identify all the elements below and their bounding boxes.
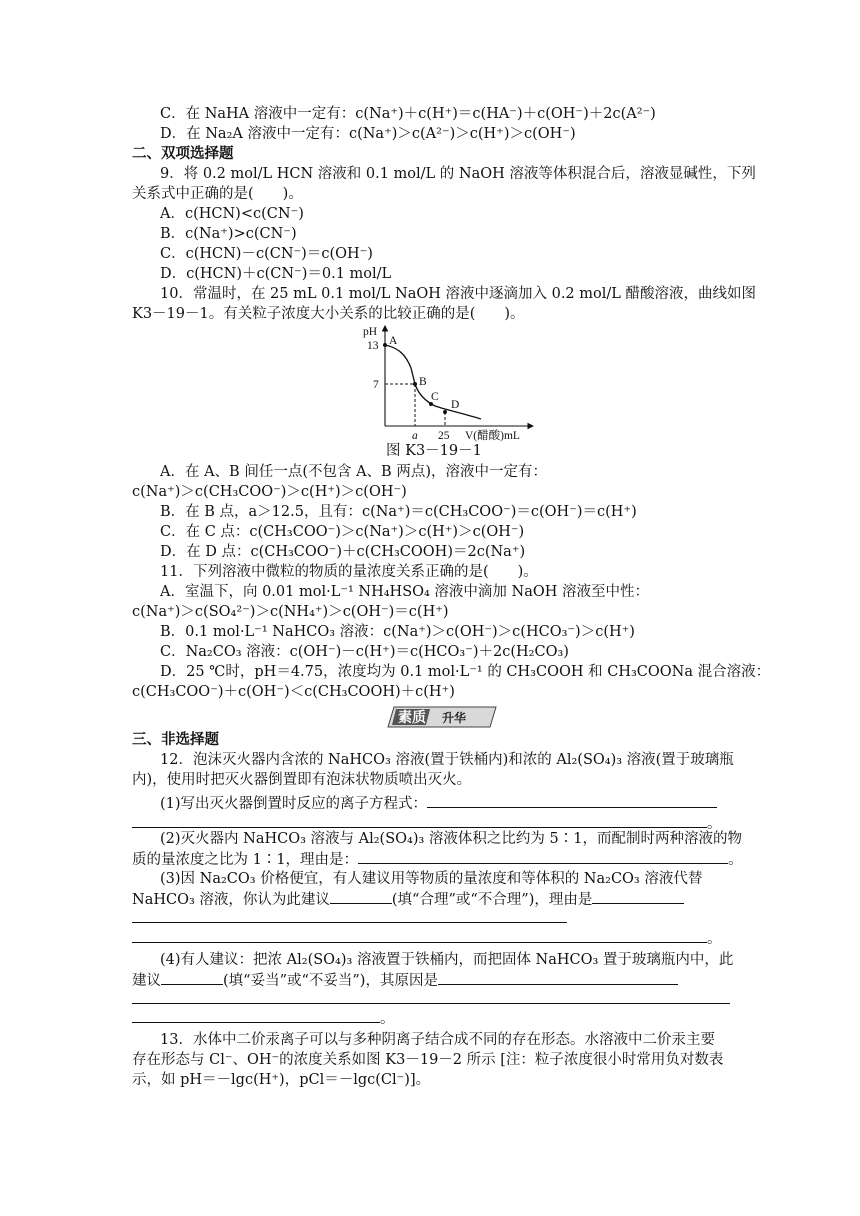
q12-part4-text-b: (填“妥当”或“不妥当”)，其原因是 [223, 973, 438, 989]
answer-blank[interactable] [330, 889, 392, 904]
x-axis-label: V(醋酸)mL [465, 430, 520, 442]
x-tick-label: a [412, 430, 418, 442]
q10-stem-line1: 10．常温时，在 25 mL 0.1 mol/L NaOH 溶液中逐滴加入 0.2 mol/L 醋酸溶液，曲线如图 [160, 286, 757, 302]
y-tick-label: 13 [367, 340, 379, 352]
y-axis-label: pH [363, 326, 378, 338]
point-b-label: B [419, 376, 427, 388]
y-tick-label: 7 [373, 379, 379, 391]
q11-option-c: C．Na₂CO₃ 溶液：c(OH⁻)－c(H⁺)＝c(HCO₃⁻)＋2c(H₂CO₃) [160, 644, 569, 660]
answer-blank[interactable] [132, 908, 567, 923]
period: 。 [728, 852, 743, 868]
q10-option-c: C．在 C 点：c(CH₃COO⁻)＞c(Na⁺)＞c(H⁺)＞c(OH⁻) [160, 524, 525, 540]
q9-stem-line2: 关系式中正确的是( )。 [132, 186, 303, 202]
q12-part3-line4 [132, 928, 722, 949]
section-heading-double-choice: 二、双项选择题 [132, 145, 234, 162]
section-heading-non-choice: 三、非选择题 [132, 731, 219, 748]
q12-part3-line3 [132, 908, 567, 929]
point-a-label: A [389, 335, 398, 347]
q12-part4-line3 [132, 989, 730, 1010]
q9-option-a: A．c(HCN)<c(CN⁻) [160, 206, 304, 222]
answer-blank[interactable] [592, 889, 684, 904]
answer-blank[interactable] [427, 793, 717, 808]
banner-sub-text: 升华 [442, 711, 467, 725]
q12-part4-text-a: 建议 [132, 973, 161, 989]
answer-blank[interactable] [161, 970, 223, 985]
q9-option-b: B．c(Na⁺)>c(CN⁻) [160, 226, 297, 242]
q13-line2: 存在形态与 Cl⁻、OH⁻的浓度关系如图 K3－19－2 所示 [注：粒子浓度很小时常用负对数表 [132, 1052, 724, 1068]
q10-stem-line2: K3－19－1。有关粒子浓度大小关系的比较正确的是( )。 [132, 306, 525, 322]
q10-option-a-line1: A．在 A、B 间任一点(不包含 A、B 两点)，溶液中一定有： [160, 464, 547, 480]
q11-option-d-line1: D．25 ℃时，pH＝4.75，浓度均为 0.1 mol·L⁻¹ 的 CH₃COOH 和 CH₃COONa 混合溶液： [160, 664, 771, 680]
quality-upgrade-banner [386, 705, 502, 729]
q11-stem: 11．下列溶液中微粒的物质的量浓度关系正确的是( )。 [160, 564, 538, 580]
q9-stem-line1: 9．将 0.2 mol/L HCN 溶液和 0.1 mol/L 的 NaOH 溶液等体积混合后，溶液显碱性，下列 [160, 166, 756, 182]
answer-blank[interactable] [132, 928, 707, 943]
q11-option-b: B．0.1 mol·L⁻¹ NaHCO₃ 溶液：c(Na⁺)＞c(OH⁻)＞c(HCO₃⁻)＞c(H⁺) [160, 624, 635, 640]
point-a-marker [383, 343, 387, 347]
period: 。 [707, 931, 722, 947]
point-c-label: C [431, 391, 439, 403]
q8-option-d: D．在 Na₂A 溶液中一定有：c(Na⁺)＞c(A²⁻)＞c(H⁺)＞c(OH⁻) [160, 126, 576, 142]
q10-option-d: D．在 D 点：c(CH₃COO⁻)＋c(CH₃COOH)＝2c(Na⁺) [160, 544, 526, 560]
q9-option-d: D．c(HCN)＋c(CN⁻)＝0.1 mol/L [160, 266, 392, 282]
answer-blank[interactable] [358, 849, 728, 864]
banner-main-text: 素质 [398, 710, 426, 726]
q12-part4-line2 [132, 970, 678, 991]
answer-blank[interactable] [438, 970, 678, 985]
q12-part3-text-b: (填“合理”或“不合理”)，理由是 [391, 892, 593, 908]
q12-part4-line4 [132, 1008, 395, 1029]
q12-stem-line2: 内)，使用时把灭火器倒置即有泡沫状物质喷出灭火。 [132, 772, 472, 788]
q11-option-a-line2: c(Na⁺)＞c(SO₄²⁻)＞c(NH₄⁺)＞c(OH⁻)＝c(H⁺) [132, 604, 449, 620]
q13-line1: 13．水体中二价汞离子可以与多种阴离子结合成不同的存在形态。水溶液中二价汞主要 [160, 1032, 715, 1048]
q12-part3-text-a: NaHCO₃ 溶液，你认为此建议 [132, 892, 330, 908]
q12-part2-line2 [132, 849, 743, 870]
period: 。 [380, 1011, 395, 1027]
x-tick-label: 25 [438, 430, 450, 442]
point-b-marker [413, 382, 417, 386]
titration-curve [385, 345, 481, 419]
point-d-marker [443, 410, 447, 414]
period: 。 [707, 816, 722, 832]
q12-part4-line1: (4)有人建议：把浓 Al₂(SO₄)₃ 溶液置于铁桶内，而把固体 NaHCO₃ 置于玻璃瓶内中，此 [160, 952, 734, 968]
q11-option-d-line2: c(CH₃COO⁻)＋c(OH⁻)＜c(CH₃COOH)＋c(H⁺) [132, 684, 455, 700]
q8-option-c: C．在 NaHA 溶液中一定有：c(Na⁺)＋c(H⁺)＝c(HA⁻)＋c(OH⁻)＋2c(A²⁻) [160, 106, 656, 122]
answer-blank[interactable] [132, 989, 730, 1004]
q12-part3-line1: (3)因 Na₂CO₃ 价格便宜，有人建议用等物质的量浓度和等体积的 Na₂CO₃ 溶液代替 [160, 871, 703, 887]
q12-part3-line2 [132, 889, 684, 910]
q12-part2-line1: (2)灭火器内 NaHCO₃ 溶液与 Al₂(SO₄)₃ 溶液体积之比约为 5∶1，而配制时两种溶液的物 [160, 831, 742, 847]
q12-stem-line1: 12．泡沫灭火器内含浓的 NaHCO₃ 溶液(置于铁桶内)和浓的 Al₂(SO₄)₃ 溶液(置于玻璃瓶 [160, 752, 734, 768]
q13-line3: 示，如 pH＝－lgc(H⁺)，pCl＝－lgc(Cl⁻)]。 [132, 1072, 431, 1088]
answer-blank[interactable] [132, 1008, 380, 1023]
titration-curve-figure [355, 322, 535, 448]
q12-part1-text: (1)写出灭火器倒置时反应的离子方程式： [160, 796, 428, 812]
q12-part1 [160, 793, 717, 814]
figure-caption: 图 K3－19－1 [386, 443, 482, 459]
q12-part2-text: 质的量浓度之比为 1∶1，理由是： [132, 852, 359, 868]
q9-option-c: C．c(HCN)－c(CN⁻)＝c(OH⁻) [160, 246, 373, 262]
q11-option-a-line1: A．室温下，向 0.01 mol·L⁻¹ NH₄HSO₄ 溶液中滴加 NaOH 溶液至中性： [160, 584, 650, 600]
point-d-label: D [451, 399, 460, 411]
answer-blank[interactable] [132, 813, 707, 828]
q10-option-b: B．在 B 点，a＞12.5，且有：c(Na⁺)＝c(CH₃COO⁻)＝c(OH⁻)＝c(H⁺) [160, 504, 637, 520]
q10-option-a-line2: c(Na⁺)＞c(CH₃COO⁻)＞c(H⁺)＞c(OH⁻) [132, 484, 407, 500]
